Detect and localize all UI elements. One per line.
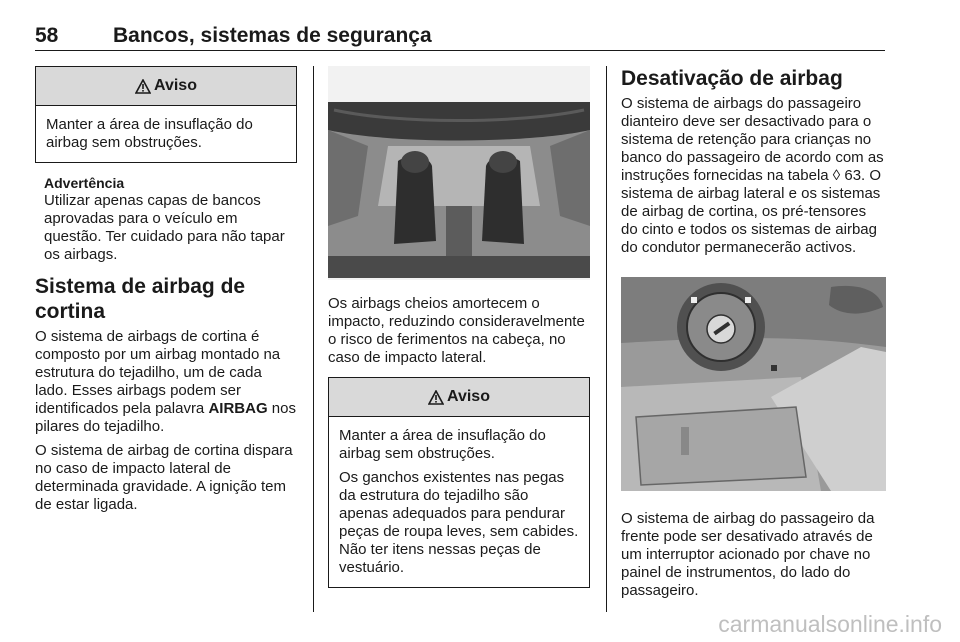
warning-text: Os ganchos existentes nas pegas da estrutura do tejadilho são apenas adequados para pendurar peças de roupa leves, sem cabides. Não ter itens nessas peças de vestuário. bbox=[339, 469, 579, 576]
warning-title: Aviso bbox=[154, 77, 197, 94]
page-number: 58 bbox=[35, 24, 59, 47]
column-middle bbox=[328, 66, 590, 588]
note-block bbox=[35, 175, 297, 264]
column-right bbox=[621, 66, 886, 606]
warning-header bbox=[36, 67, 296, 106]
column-divider bbox=[313, 66, 314, 612]
image-caption: Os airbags cheios amortecem o impacto, reduzindo consideravelmente o risco de ferimentos na cabeça, no caso de impacto lateral. bbox=[328, 295, 585, 366]
paragraph: O sistema de airbags do passageiro dianteiro deve ser desactivado para o sistema de retenção para crianças no banco do passageiro de acordo com as instruções fornecidas na tabela ◊ 63. O sistema de airbag lateral e os sistemas de airbag de cortina, os pré-tensores do cinto e todos os sistemas de airbag do condutor permanecerão activos. bbox=[621, 95, 884, 256]
airbag-key-switch-illustration bbox=[621, 277, 886, 491]
warning-header bbox=[329, 378, 589, 417]
curtain-airbag-illustration bbox=[328, 66, 590, 280]
warning-triangle-icon bbox=[428, 390, 444, 405]
page-title: Bancos, sistemas de segurança bbox=[113, 24, 432, 47]
warning-text: Manter a área de insuflação do airbag sem obstruções. bbox=[46, 116, 253, 151]
column-left bbox=[35, 66, 297, 520]
warning-title: Aviso bbox=[447, 388, 490, 405]
section-title-curtain-airbag: Sistema de airbag de cortina bbox=[35, 275, 246, 323]
note-title: Advertência bbox=[44, 175, 125, 191]
warning-text: Manter a área de insuflação do airbag sem obstruções. bbox=[339, 427, 546, 462]
warning-box bbox=[35, 66, 297, 163]
paragraph: O sistema de airbag do passageiro da frente pode ser desativado através de um interruptor acionado por chave no painel de instrumentos, do lado do passageiro. bbox=[621, 510, 875, 599]
paragraph: O sistema de airbag de cortina dispara no caso de impacto lateral de determinada gravidade. A ignição tem de estar ligada. bbox=[35, 442, 293, 513]
warning-triangle-icon bbox=[135, 79, 151, 94]
paragraph: O sistema de airbags de cortina é composto por um airbag montado na estrutura do tejadilho, um de cada lado. Esses airbags podem ser identificados pela palavra AIRBAG nos pilares do tejadilho. bbox=[35, 328, 296, 435]
page-header bbox=[35, 22, 885, 51]
column-divider bbox=[606, 66, 607, 612]
warning-box bbox=[328, 377, 590, 588]
airbag-label: AIRBAG bbox=[208, 400, 268, 417]
section-title-airbag-deactivation: Desativação de airbag bbox=[621, 67, 843, 90]
watermark: carmanualsonline.info bbox=[718, 611, 942, 637]
note-text: Utilizar apenas capas de bancos aprovadas para o veículo em questão. Ter cuidado para não tapar os airbags. bbox=[44, 192, 285, 263]
